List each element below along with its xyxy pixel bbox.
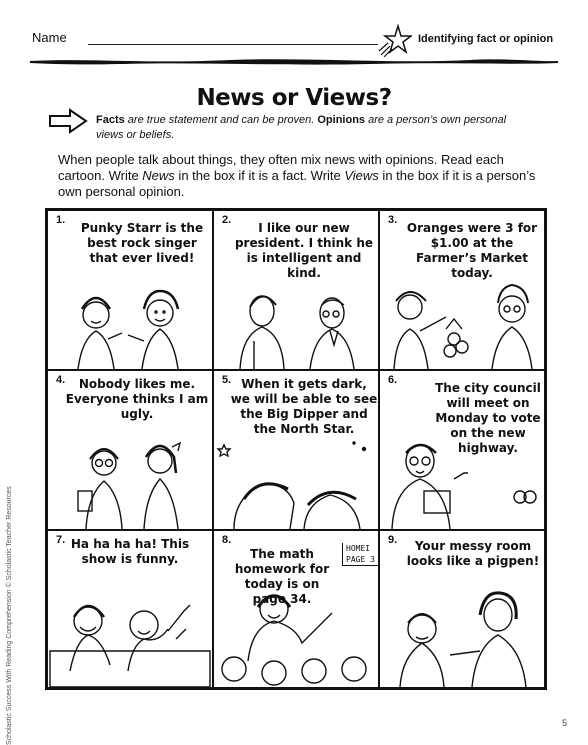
speech-text: Oranges were 3 for $1.00 at the Farmer’s Market today. [406,221,538,280]
star-icon [378,24,412,58]
facts-text: are true statement and can be proven. [124,114,318,126]
news-word: News [142,168,175,183]
cartoon-panel-3 [379,210,545,370]
panel-number: 5. [222,374,232,386]
chalkboard-text: HOMEI PAGE 3 [342,543,379,566]
instructions-part3: in the box if it is a person’s own personal opinion. [58,168,536,199]
cartoon-illustration [214,591,378,687]
cartoon-panel-1 [47,210,213,370]
views-word: Views [344,168,379,183]
cartoon-illustration [380,279,544,369]
panel-number: 3. [388,214,398,226]
panel-number: 1. [56,214,66,226]
speech-text: Punky Starr is the best rock singer that ever lived! [80,221,204,265]
cartoon-illustration [48,591,212,687]
cartoon-illustration [48,279,212,369]
cartoon-illustration [214,279,378,369]
side-credit: Scholastic Success With Reading Comprehension © Scholastic Teacher Resources [6,486,13,745]
cartoon-panel-9 [379,530,545,688]
definition-text [96,113,536,143]
instructions-part2: in the box if it is a fact. Write [174,168,345,183]
page-title: News or Views? [196,85,392,111]
name-line [88,44,378,45]
opinions-text: are a person’s own personal views or beliefs. [96,114,507,141]
cartoon-illustration [380,439,544,529]
cartoon-illustration [380,591,544,687]
cartoon-panel-6 [379,370,545,530]
speech-text: The city council will meet on Monday to vote on the new highway. [435,381,541,455]
speech-text: Nobody likes me. Everyone thinks I am ugly. [65,377,209,421]
brush-divider [30,56,558,66]
topic-label: Identifying fact or opinion [418,33,554,45]
panel-number: 6. [388,374,398,386]
cartoon-panel-8 [213,530,379,688]
speech-text: Ha ha ha ha! This show is funny. [70,537,190,566]
speech-text: When it gets dark, we will be able to see the Big Dipper and the North Star. [230,377,378,436]
facts-term: Facts [96,114,125,126]
cartoon-illustration [214,439,378,529]
instructions [58,152,552,200]
cartoon-panel-7 [47,530,213,688]
speech-text: The math homework for today is on page 34. [234,547,330,606]
page-number: 5 [562,718,568,728]
opinions-term: Opinions [317,114,366,126]
speech-text: Your messy room looks like a pigpen! [406,539,540,568]
instructions-part1: When people talk about things, they often mix news with opinions. Read each cartoon. Write [58,152,504,183]
cartoon-panel-4 [47,370,213,530]
speech-text: I like our new president. I think he is intelligent and kind. [234,221,374,280]
cartoon-illustration [48,439,212,529]
cartoon-panel-2 [213,210,379,370]
cartoon-panel-5 [213,370,379,530]
name-label: Name [32,30,67,45]
panel-number: 2. [222,214,232,226]
cartoon-grid [45,208,547,690]
panel-number: 9. [388,534,398,546]
panel-number: 7. [56,534,66,546]
arrow-icon [48,108,88,134]
panel-number: 4. [56,374,66,386]
panel-number: 8. [222,534,232,546]
